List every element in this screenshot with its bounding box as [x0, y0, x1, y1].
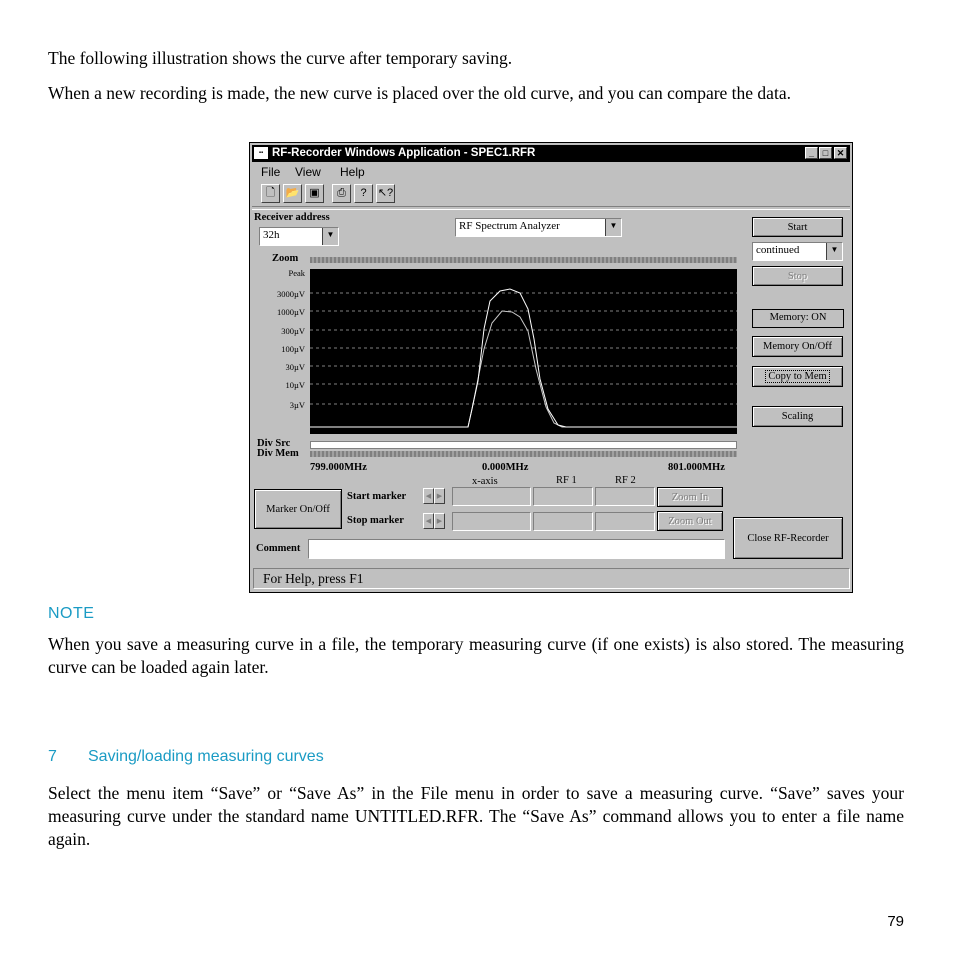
section-title: Saving/loading measuring curves	[88, 748, 324, 765]
copy-to-mem-label: Copy to Mem	[768, 371, 827, 382]
marker-toggle-label: Marker On/Off	[266, 503, 330, 515]
scaling-button[interactable]	[752, 406, 843, 427]
arrow-left-icon[interactable]: ◀	[423, 513, 434, 529]
new-icon: 🗋	[266, 187, 275, 199]
receiver-address-value: 32h	[263, 229, 280, 241]
memory-curve	[310, 311, 737, 427]
stop-marker-rf1-field	[533, 512, 593, 531]
div-src-label: Div Src	[257, 438, 291, 449]
start-button[interactable]	[752, 217, 843, 237]
start-marker-spinner[interactable]	[423, 488, 445, 504]
start-marker-x-field	[452, 487, 531, 506]
x-axis-label: x-axis	[472, 476, 498, 487]
toolbar	[252, 181, 850, 205]
maximize-icon: □	[822, 148, 829, 158]
start-marker-label: Start marker	[347, 491, 407, 502]
spectrum-svg	[310, 269, 737, 434]
page-number: 79	[887, 913, 904, 930]
status-bar: For Help, press F1	[253, 568, 850, 589]
y-tick-label: 1000µV	[276, 307, 305, 317]
y-tick-label: 100µV	[281, 344, 305, 354]
close-rf-recorder-button[interactable]	[733, 517, 843, 559]
menu-help[interactable]: Help	[340, 165, 365, 179]
section-paragraph: Select the menu item “Save” or “Save As” in the File menu in order to save a measuring curve. “Save” saves your measuring curve under the standard name UNTITLED.RFR. The “Save As” command allows you to enter a file name again.	[48, 783, 904, 849]
title-bar	[252, 145, 850, 162]
zoom-bar[interactable]	[310, 257, 737, 263]
open-icon: 📂	[285, 187, 300, 199]
y-tick-label: 3000µV	[276, 289, 305, 299]
zoom-out-label: Zoom Out	[668, 515, 712, 527]
save-icon: ▣	[309, 187, 320, 199]
zoom-in-button[interactable]	[657, 487, 723, 507]
intro-paragraph-2: When a new recording is made, the new curve is placed over the old curve, and you can compare the data.	[48, 83, 791, 103]
zoom-in-label: Zoom In	[671, 491, 709, 503]
help-icon: ?	[360, 187, 367, 199]
zoom-out-button[interactable]	[657, 511, 723, 531]
start-marker-rf1-field	[533, 487, 593, 506]
note-paragraph: When you save a measuring curve in a file, the temporary measuring curve (if one exists) is also stored. The measuring curve can be loaded again later.	[48, 634, 904, 677]
intro-paragraph-1: The following illustration shows the curve after temporary saving.	[48, 48, 513, 68]
stop-marker-x-field	[452, 512, 531, 531]
minimize-icon: _	[808, 148, 814, 158]
freq-right: 801.000MHz	[668, 462, 725, 473]
menu-file[interactable]: File	[261, 165, 281, 179]
start-button-label: Start	[787, 221, 808, 233]
chevron-down-icon[interactable]: ▼	[605, 219, 621, 236]
y-tick-label: 30µV	[285, 362, 305, 372]
start-marker-rf2-field	[595, 487, 655, 506]
spectrum-plot[interactable]	[310, 269, 737, 434]
current-curve	[310, 289, 737, 427]
mode-select[interactable]	[455, 218, 622, 237]
print-button[interactable]	[332, 184, 351, 203]
help-button[interactable]	[354, 184, 373, 203]
run-mode-value: continued	[756, 244, 800, 256]
context-help-button[interactable]	[376, 184, 395, 203]
freq-center: 0.000MHz	[482, 462, 529, 473]
arrow-right-icon[interactable]: ▶	[434, 513, 445, 529]
save-button[interactable]	[305, 184, 324, 203]
receiver-address-select[interactable]	[259, 227, 339, 246]
minimize-button[interactable]	[805, 147, 818, 159]
arrow-right-icon[interactable]: ▶	[434, 488, 445, 504]
receiver-address-label: Receiver address	[254, 212, 330, 223]
section-heading	[48, 748, 324, 766]
toolbar-divider	[252, 206, 850, 210]
div-mem-bar[interactable]	[310, 451, 737, 457]
memory-toggle-button[interactable]	[752, 336, 843, 357]
window-title: RF-Recorder Windows Application - SPEC1.RFR	[272, 147, 536, 159]
stop-marker-spinner[interactable]	[423, 513, 445, 529]
scaling-label: Scaling	[781, 411, 814, 422]
zoom-label: Zoom	[272, 253, 299, 264]
context-help-icon: ↖?	[377, 187, 394, 199]
div-src-bar[interactable]	[310, 441, 737, 449]
note-heading: NOTE	[48, 605, 95, 622]
y-tick-label: 300µV	[281, 326, 305, 336]
freq-left: 799.000MHz	[310, 462, 367, 473]
new-button[interactable]	[261, 184, 280, 203]
menu-bar	[252, 163, 850, 180]
memory-toggle-label: Memory On/Off	[763, 341, 832, 352]
stop-button-label: Stop	[787, 270, 808, 282]
y-tick-label: 3µV	[289, 400, 305, 410]
memory-status: Memory: ON	[752, 309, 844, 328]
comment-input[interactable]	[308, 539, 725, 559]
y-tick-label: 10µV	[285, 380, 305, 390]
y-tick-label: Peak	[288, 268, 305, 278]
comment-label: Comment	[256, 543, 301, 554]
close-icon: ✕	[836, 148, 845, 158]
maximize-button[interactable]	[819, 147, 832, 159]
stop-marker-label: Stop marker	[347, 515, 404, 526]
run-mode-select[interactable]	[752, 242, 843, 261]
chevron-down-icon[interactable]: ▼	[322, 228, 338, 245]
menu-view[interactable]: View	[295, 165, 321, 179]
copy-to-mem-button[interactable]	[752, 366, 843, 387]
mode-value: RF Spectrum Analyzer	[459, 220, 560, 232]
print-icon: ⎙	[337, 187, 346, 199]
stop-marker-rf2-field	[595, 512, 655, 531]
open-button[interactable]	[283, 184, 302, 203]
close-rf-recorder-label: Close RF-Recorder	[747, 532, 829, 544]
rf1-label: RF 1	[556, 475, 577, 486]
arrow-left-icon[interactable]: ◀	[423, 488, 434, 504]
section-number: 7	[48, 748, 57, 765]
chevron-down-icon[interactable]: ▼	[826, 243, 842, 260]
close-window-button[interactable]	[834, 147, 847, 159]
marker-toggle-button[interactable]	[254, 489, 342, 529]
div-mem-label: Div Mem	[257, 448, 299, 459]
stop-button[interactable]	[752, 266, 843, 286]
app-icon[interactable]: ▪▪	[254, 147, 268, 159]
rf2-label: RF 2	[615, 475, 636, 486]
grid-lines	[310, 293, 737, 404]
